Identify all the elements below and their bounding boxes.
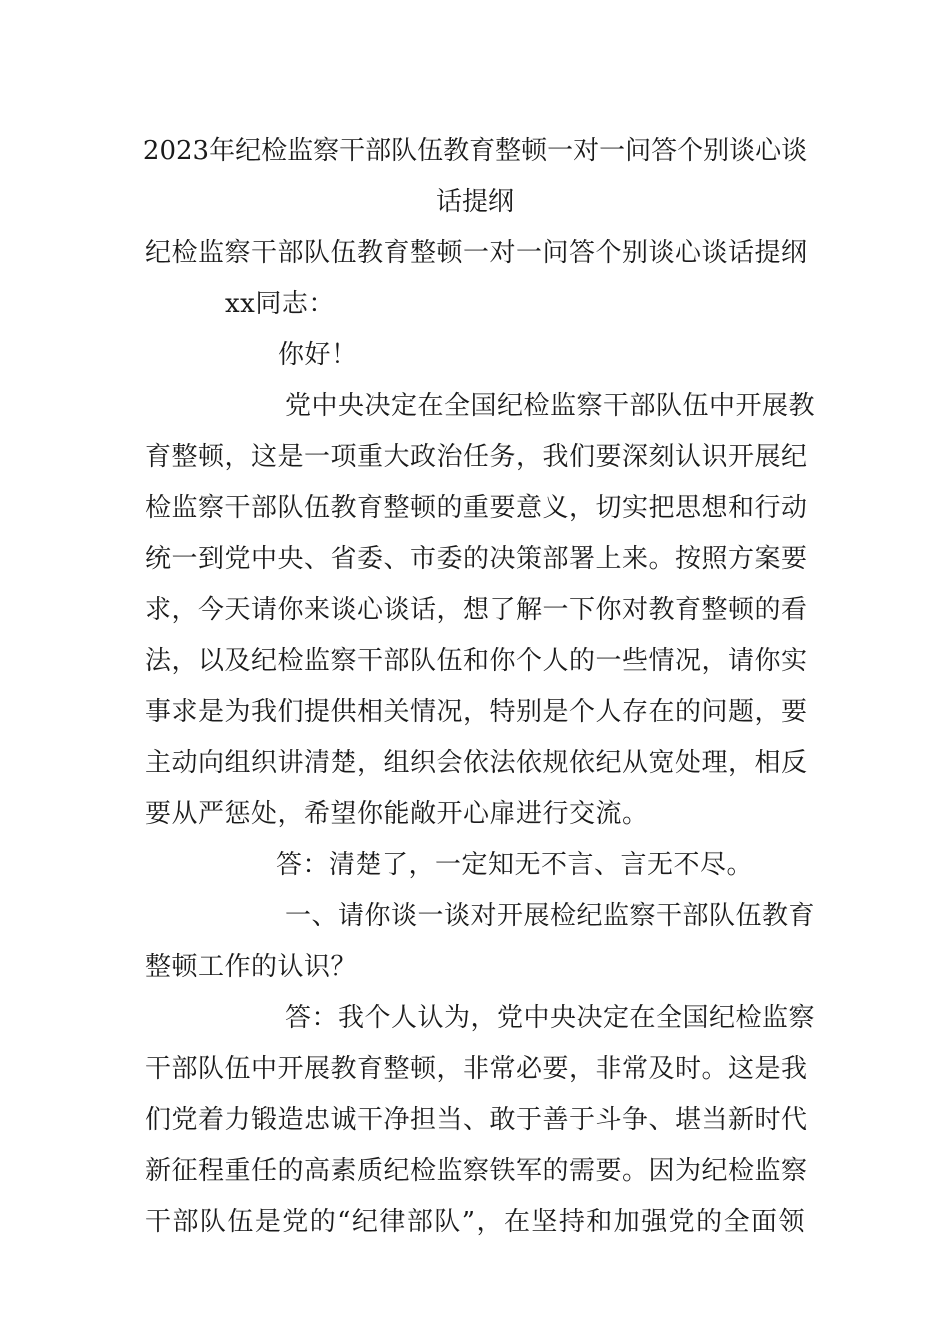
intro-line: 要从严惩处，希望你能敞开心扉进行交流。 xyxy=(145,799,649,829)
intro-line: 育整顿，这是一项重大政治任务，我们要深刻认识开展纪 xyxy=(145,442,808,472)
answer-intro: 答：清楚了，一定知无不言、言无不尽。 xyxy=(276,850,754,880)
intro-line: 法，以及纪检监察干部队伍和你个人的一些情况，请你实 xyxy=(145,646,808,676)
answer-1-line: 干部队伍中开展教育整顿，非常必要，非常及时。这是我 xyxy=(145,1054,808,1084)
answer-1-line: 干部队伍是党的“纪律部队”，在坚持和加强党的全面领 xyxy=(145,1207,805,1237)
document-title-line-1: 2023年纪检监察干部队伍教育整顿一对一问答个别谈心谈 xyxy=(142,136,808,166)
question-1-line: 一、请你谈一谈对开展检纪监察干部队伍教育 xyxy=(285,901,816,931)
document-title-line-2: 话提纲 xyxy=(435,187,514,217)
salutation: xx同志： xyxy=(225,289,335,319)
intro-line: 主动向组织讲清楚，组织会依法依规依纪从宽处理，相反 xyxy=(145,748,808,778)
answer-1-line: 新征程重任的高素质纪检监察铁军的需要。因为纪检监察 xyxy=(145,1156,808,1186)
intro-line: 检监察干部队伍教育整顿的重要意义，切实把思想和行动 xyxy=(145,493,808,523)
intro-line: 党中央决定在全国纪检监察干部队伍中开展教 xyxy=(285,391,816,421)
document-subtitle: 纪检监察干部队伍教育整顿一对一问答个别谈心谈话提纲 xyxy=(145,238,808,268)
question-1-line: 整顿工作的认识？ xyxy=(145,952,358,982)
intro-line: 统一到党中央、省委、市委的决策部署上来。按照方案要 xyxy=(145,544,808,574)
intro-line: 事求是为我们提供相关情况，特别是个人存在的问题，要 xyxy=(145,697,808,727)
answer-1-line: 答：我个人认为，党中央决定在全国纪检监察 xyxy=(285,1003,816,1033)
answer-1-line: 们党着力锻造忠诚干净担当、敢于善于斗争、堪当新时代 xyxy=(145,1105,808,1135)
greeting: 你好！ xyxy=(278,340,358,370)
intro-line: 求，今天请你来谈心谈话，想了解一下你对教育整顿的看 xyxy=(145,595,808,625)
